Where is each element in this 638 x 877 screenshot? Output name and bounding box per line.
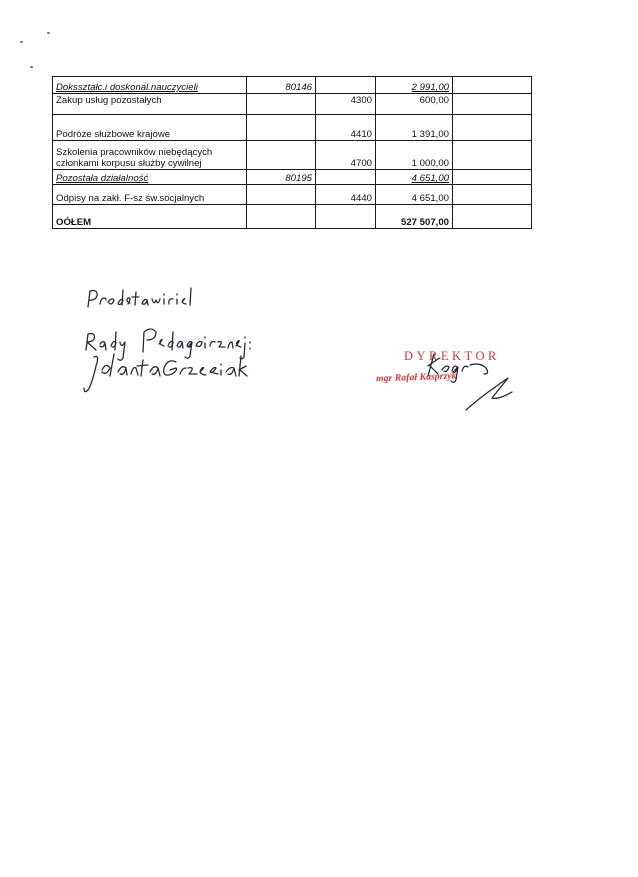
scan-speck: [30, 66, 33, 68]
row-paragraph: [316, 205, 376, 229]
row-amount: [376, 170, 453, 185]
row-paragraph: [316, 170, 376, 185]
row-paragraph: 4300: [316, 94, 376, 115]
table-row: [53, 115, 532, 141]
stamp-name: mgr Rafał Kasprzyk: [375, 370, 457, 385]
row-extra: [453, 205, 532, 229]
handwriting-signature-left: [76, 284, 266, 404]
representative-signature: [76, 284, 266, 404]
row-amount: 600,00: [376, 94, 453, 115]
row-amount-text: 4 651,00: [411, 173, 449, 184]
row-paragraph: 4410: [316, 115, 376, 141]
total-amount: 527 507,00: [376, 205, 453, 229]
row-extra: [453, 185, 532, 205]
scan-speck: [20, 41, 23, 43]
row-name: Zakup usług pozostałych: [53, 94, 247, 115]
row-name: [53, 77, 247, 94]
row-amount-text: 2 991,00: [411, 82, 449, 93]
director-stamp: [362, 340, 522, 412]
row-name-line: członkami korpusu służby cywilnej: [56, 158, 202, 169]
table-row: [53, 185, 532, 205]
row-name: [53, 141, 247, 170]
row-chapter: [247, 94, 316, 115]
total-label: OÓŁEM: [53, 205, 247, 229]
row-name-line: Szkolenia pracowników niebędących: [56, 147, 213, 158]
director-signature: [362, 340, 522, 412]
table-row: [53, 94, 532, 115]
row-amount: 4 651,00: [376, 185, 453, 205]
row-name: Odpisy na zakł. F-sz św.socjalnych: [53, 185, 247, 205]
row-extra: [453, 77, 532, 94]
row-name: Podróże służbowe krajowe: [53, 115, 247, 141]
table-row: [53, 77, 532, 94]
row-amount: [376, 77, 453, 94]
row-extra: [453, 141, 532, 170]
scan-speck: [47, 32, 50, 34]
row-chapter: 80195: [247, 170, 316, 185]
row-amount: 1 391,00: [376, 115, 453, 141]
row-chapter: [247, 141, 316, 170]
stamp-title: DYREKTOR: [404, 349, 500, 363]
row-chapter: 80146: [247, 77, 316, 94]
row-extra: [453, 94, 532, 115]
row-chapter: [247, 185, 316, 205]
row-name-text: Doksształc.i doskonal.nauczycieli: [56, 82, 198, 93]
row-paragraph: [316, 77, 376, 94]
row-paragraph: 4440: [316, 185, 376, 205]
table-row: [53, 141, 532, 170]
row-extra: [453, 115, 532, 141]
row-paragraph: 4700: [316, 141, 376, 170]
table-row: [53, 170, 532, 185]
row-name-text: Pozostała działalność: [56, 173, 149, 184]
total-row: [53, 205, 532, 229]
row-extra: [453, 170, 532, 185]
row-chapter: [247, 115, 316, 141]
row-amount: 1 000,00: [376, 141, 453, 170]
budget-table: [52, 76, 532, 229]
row-chapter: [247, 205, 316, 229]
row-name: [53, 170, 247, 185]
